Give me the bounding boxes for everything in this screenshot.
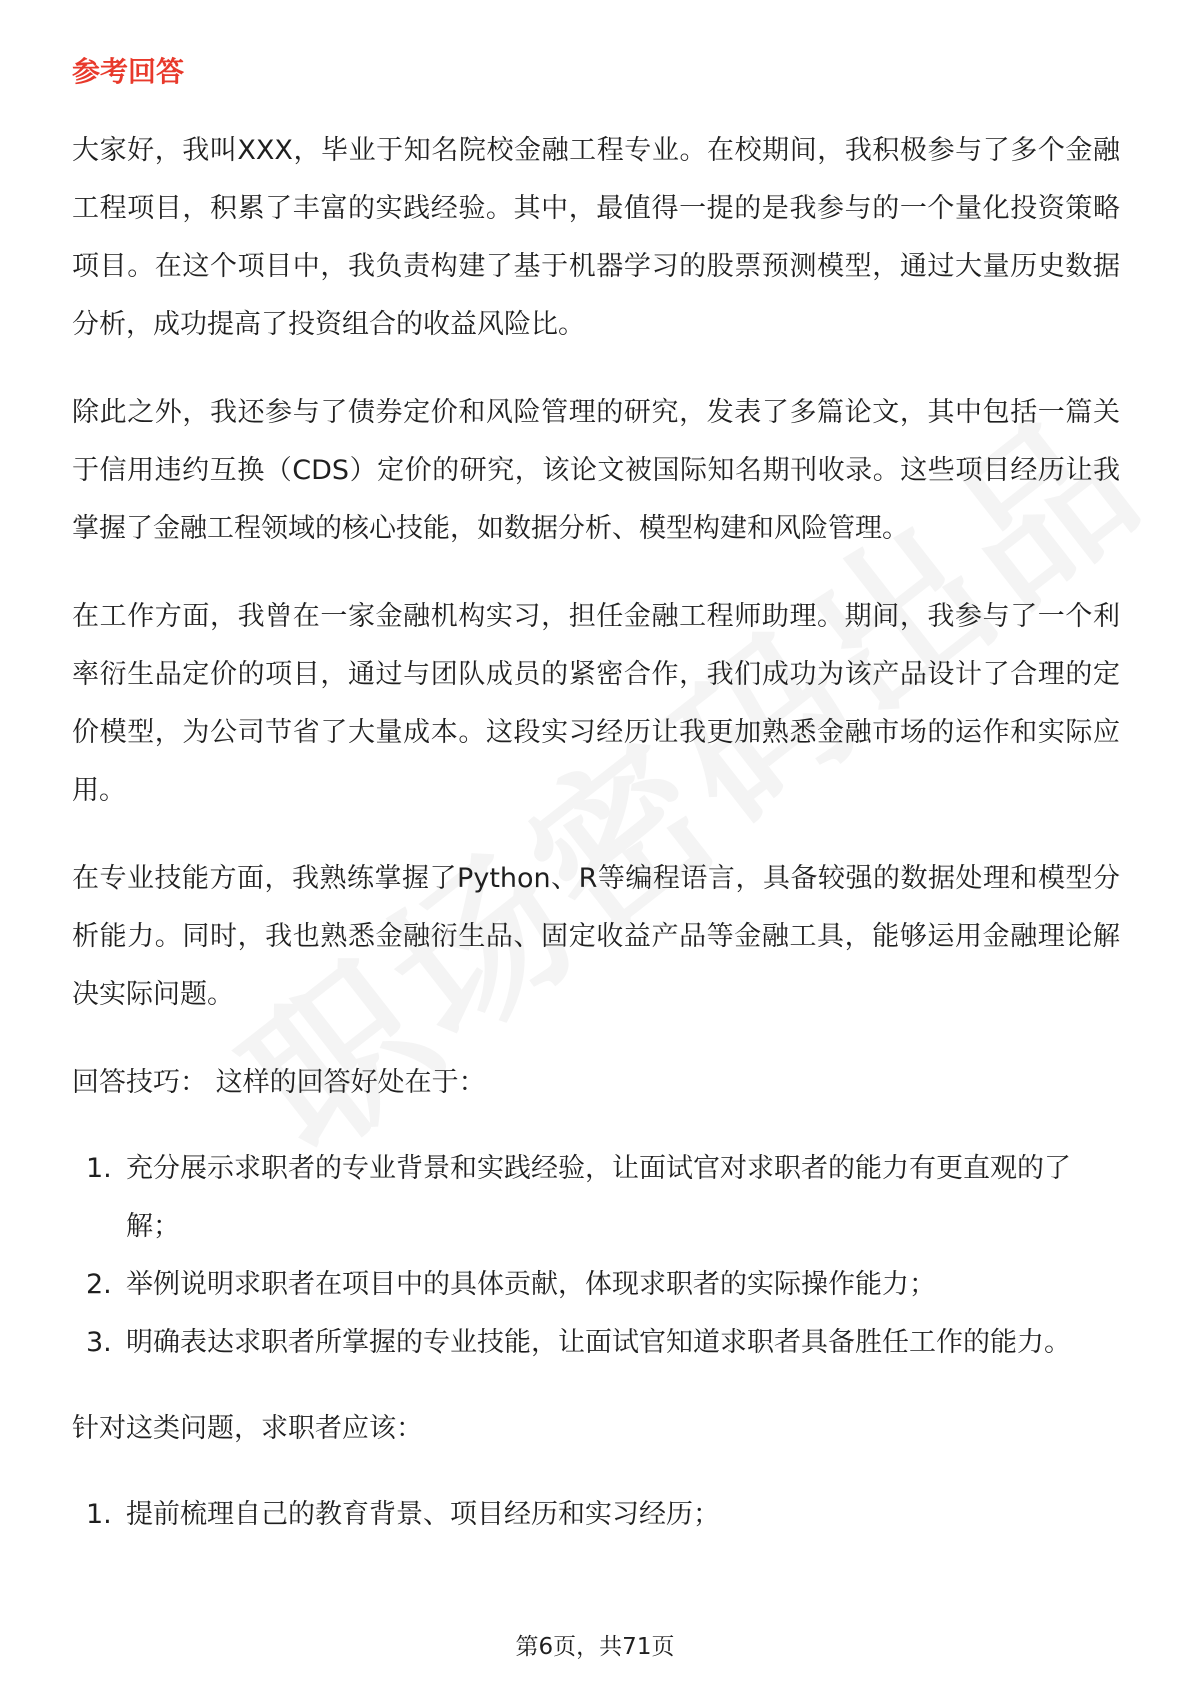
answer-paragraph-2: 除此之外，我还参与了债券定价和风险管理的研究，发表了多篇论文，其中包括一篇关于信用违约互换（CDS）定价的研究，该论文被国际知名期刊收录。这些项目经历让我掌握了金融工程领域的核心技能，如数据分析、模型构建和风险管理。 [72,397,1120,544]
list-item [72,1140,1120,1256]
list-item [72,1486,1120,1544]
advice-heading: 针对这类问题，求职者应该： [72,1413,423,1444]
list-number: 2. [86,1269,112,1300]
list-number: 1. [86,1153,112,1184]
list-item-text: 提前梳理自己的教育背景、项目经历和实习经历； [126,1499,720,1530]
page-number: 第6页，共71页 [515,1634,675,1660]
answer-paragraph-3: 在工作方面，我曾在一家金融机构实习，担任金融工程师助理。期间，我参与了一个利率衍生品定价的项目，通过与团队成员的紧密合作，我们成功为该产品设计了合理的定价模型，为公司节省了大量成本。这段实习经历让我更加熟悉金融市场的运作和实际应用。 [72,601,1120,806]
list-item [72,1314,1120,1372]
document-body [72,52,1120,1572]
tips-heading: 回答技巧： 这样的回答好处在于： [72,1067,486,1098]
answer-paragraph-1: 大家好，我叫XXX，毕业于知名院校金融工程专业。在校期间，我积极参与了多个金融工程项目，积累了丰富的实践经验。其中，最值得一提的是我参与的一个量化投资策略项目。在这个项目中，我负责构建了基于机器学习的股票预测模型，通过大量历史数据分析，成功提高了投资组合的收益风险比。 [72,135,1120,340]
list-item-text: 明确表达求职者所掌握的专业技能，让面试官知道求职者具备胜任工作的能力。 [126,1327,1071,1358]
list-item-text: 充分展示求职者的专业背景和实践经验，让面试官对求职者的能力有更直观的了解； [126,1153,1071,1242]
answer-paragraph-4: 在专业技能方面，我熟练掌握了Python、R等编程语言，具备较强的数据处理和模型分析能力。同时，我也熟悉金融衍生品、固定收益产品等金融工具，能够运用金融理论解决实际问题。 [72,863,1120,1010]
advice-list [72,1486,1120,1544]
list-number: 1. [86,1499,112,1530]
list-item [72,1256,1120,1314]
list-item-text: 举例说明求职者在项目中的具体贡献，体现求职者的实际操作能力； [126,1269,936,1300]
section-title: 参考回答 [72,55,185,88]
tips-list [72,1140,1120,1372]
list-number: 3. [86,1327,112,1358]
